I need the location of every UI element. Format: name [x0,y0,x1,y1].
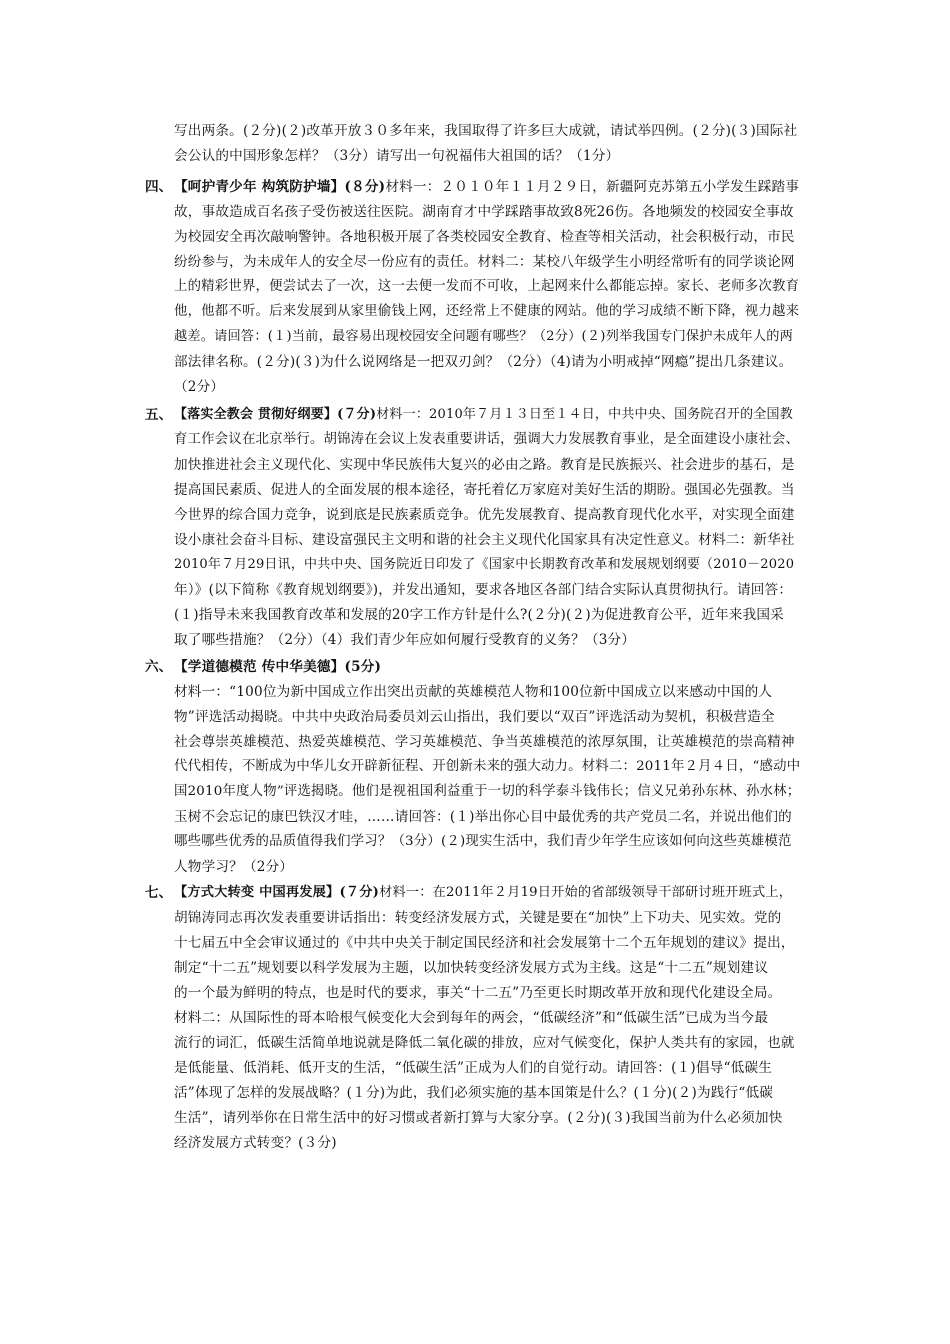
question-7-line: 十七届五中全会审议通过的《中共中央关于制定国民经济和社会发展第十二个五年规划的建议》提出， [174,935,795,951]
question-6-line: 物”评选活动揭晓。中共中央政治局委员刘云山指出，我们要以“双百”评选活动为契机，积极营造全 [174,709,775,725]
question-5-line: 提高国民素质、促进人的全面发展的根本途径，寄托着亿万家庭对美好生活的期盼。强国必先强教。当 [174,482,795,498]
question-6-line: 材料一：“100位为新中国成立作出突出贡献的英雄模范人物和100位新中国成立以来感动中国的人 [174,684,773,700]
question-6-heading: 【学道德模范 传中华美德】(5分) [174,659,382,675]
question-5-line: 取了哪些措施？（2分）（4）我们青少年应如何履行受教育的义务？（3分） [174,632,636,648]
question-6-number: 六、 [145,659,173,675]
question-7-line: 是低能量、低消耗、低开支的生活，“低碳生活”正成为人们的自觉行动。请回答：(１)倡导“低碳生 [174,1060,772,1076]
question-5-line: 育工作会议在北京举行。胡锦涛在会议上发表重要讲话，强调大力发展教育事业，是全面建设小康社会、 [174,432,800,447]
question-5-text: 材料一：2010年７月１３日至１４日，中共中央、国务院召开的全国教 [376,407,793,422]
question-4-number: 四、 [145,179,173,195]
question-6-line: 社会尊崇英雄模范、热爱英雄模范、学习英雄模范、争当英雄模范的浓厚氛围，让英雄模范的崇高精神 [174,734,795,750]
question-5-line: 设小康社会奋斗目标、建设富强民主文明和谐的社会主义现代化国家具有决定性意义。材料二：新华社 [174,532,795,548]
question-4-line: （2分） [174,379,225,395]
question-7-line: 的一个最为鲜明的特点，也是时代的要求，事关“十二五”乃至更长时期改革开放和现代化建设全局。 [174,985,782,1001]
question-4-line: 部法律名称。(２分)(３)为什么说网络是一把双刃剑？（2分）（4)请为小明戒掉“网瘾”提出几条建议。 [174,354,793,370]
question-5-line: 2010年７月29日讯，中共中央、国务院近日印发了《国家中长期教育改革和发展规划纲要（2010－2020 [174,557,795,572]
question-5-heading: 【落实全教会 贯彻好纲要】(７分) [174,407,377,422]
question-4-line: 越差。请回答：(１)当前，最容易出现校园安全问题有哪些？（2分）(２)列举我国专门保护未成年人的两 [174,329,794,344]
question-7-number: 七、 [145,885,173,901]
question-6-line: 人物学习？（2分） [174,859,294,875]
question-5-number: 五、 [145,407,173,423]
question-4-line: 上的精彩世界，便尝试去了一次，这一去便一发而不可收，上起网来什么都能忘掉。家长、老师多次教育 [174,279,800,294]
question-6-line: 国2010年度人物”评选揭晓。他们是视祖国利益重于一切的科学泰斗钱伟长；信义兄弟孙东林、孙水林； [174,784,801,799]
question-7-first-line [174,882,792,904]
question-5-first-line [174,404,793,426]
question-7-text: 材料一：在2011年２月19日开始的省部级领导干部研讨班开班式上， [379,885,793,900]
question-7-line: 胡锦涛同志再次发表重要讲话指出：转变经济发展方式，关键是要在“加快”上下功夫、见实效。党的 [174,910,782,926]
question-7-heading: 【方式大转变 中国再发展】(７分) [174,885,380,900]
question-7-line: 生活”，请列举你在日常生活中的好习惯或者新打算与大家分享。(２分)(３)我国当前为什么必须加快 [174,1110,783,1126]
question-4-heading: 【呵护青少年 构筑防护墙】(８分) [174,179,386,195]
question-5-line: (１)指导未来我国教育改革和发展的20字工作方针是什么?(２分)(２)为促进教育公平，近年来我国采 [174,607,784,623]
continuation-line: 会公认的中国形象怎样？（3分）请写出一句祝福伟大祖国的话？（1分） [174,148,620,164]
question-7-line: 制定“十二五”规划要以科学发展为主题，以加快转变经济发展方式为主线。这是“十二五”规划建议 [174,960,769,976]
question-6-line: 哪些哪些优秀的品质值得我们学习？（3分）(２)现实生活中，我们青少年学生应该如何向这些英雄模范 [174,834,792,849]
continuation-line: 写出两条。(２分)(２)改革开放３０多年来，我国取得了许多巨大成就，请试举四例。(２分)(３)国际社 [174,123,798,139]
question-4-line: 纷纷参与，为未成年人的安全尽一份应有的责任。材料二：某校八年级学生小明经常听有的同学谈论网 [174,254,795,270]
question-5-line: 今世界的综合国力竞争，说到底是民族素质竞争。优先发展教育、提高教育现代化水平，对实现全面建 [174,507,795,523]
question-4-first-line [174,176,799,198]
question-7-line: 活”体现了怎样的发展战略？(１分)为此，我们必须实施的基本国策是什么？(１分)(２)为践行“低碳 [174,1085,774,1101]
question-4-line: 为校园安全再次敲响警钟。各地积极开展了各类校园安全教育、检查等相关活动，社会积极行动，市民 [174,229,795,245]
question-7-line: 流行的词汇，低碳生活简单地说就是降低二氧化碳的排放，应对气候变化，保护人类共有的家园，也就 [174,1035,795,1051]
question-7-line: 材料二：从国际性的哥本哈根气候变化大会到每年的两会，“低碳经济”和“低碳生活”已成为当今最 [174,1010,769,1026]
question-6-line: 代代相传，不断成为中华儿女开辟新征程、开创新未来的强大动力。材料二：2011年２月４日，“感动中 [174,759,801,774]
question-6-line: 玉树不会忘记的康巴铁汉才哇，……请回答：(１)举出你心目中最优秀的共产党员二名，并说出他们的 [174,809,792,825]
question-7-line: 经济发展方式转变？(３分) [174,1135,337,1151]
question-4-text: 材料一：２０１０年１１月２９日，新疆阿克苏第五小学发生踩踏事 [385,179,800,195]
question-5-line: 年）》(以下简称《教育规划纲要》)，并发出通知，要求各地区各部门结合实际认真贯彻执行。请回答： [174,582,793,598]
question-5-line: 加快推进社会主义现代化、实现中华民族伟大复兴的必由之路。教育是民族振兴、社会进步的基石，是 [174,457,795,473]
question-4-line: 他，他都不听。后来发展到从家里偷钱上网，还经常上不健康的网站。他的学习成绩不断下降，视力越来 [174,304,800,319]
question-4-line: 故，事故造成百名孩子受伤被送往医院。湖南育才中学踩踏事故致8死26伤。各地频发的校园安全事故 [174,204,794,220]
